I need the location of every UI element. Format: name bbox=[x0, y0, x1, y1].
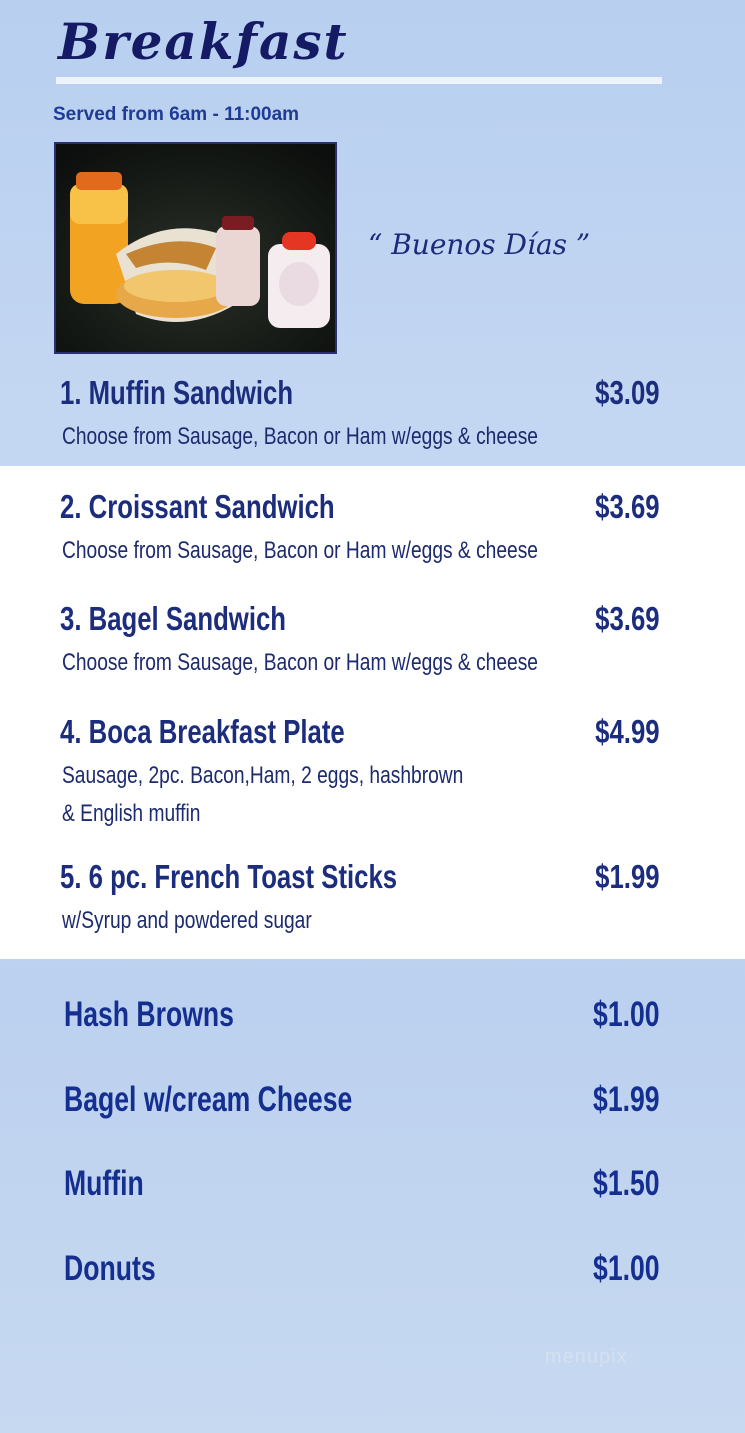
item-name: 4. Boca Breakfast Plate bbox=[60, 713, 345, 750]
menu-item bbox=[60, 858, 660, 948]
item-description-line: & English muffin bbox=[62, 800, 201, 827]
menu-item bbox=[60, 713, 660, 833]
side-item-price: $1.00 bbox=[593, 995, 660, 1034]
item-description bbox=[62, 757, 463, 833]
item-description-line: w/Syrup and powdered sugar bbox=[62, 907, 312, 934]
side-item bbox=[64, 1164, 660, 1214]
item-description bbox=[62, 644, 538, 682]
item-price: $3.09 bbox=[595, 374, 660, 411]
side-item-price: $1.99 bbox=[593, 1080, 660, 1119]
item-price: $1.99 bbox=[595, 858, 660, 895]
item-price: $3.69 bbox=[595, 600, 660, 637]
item-description-line: Choose from Sausage, Bacon or Ham w/eggs & cheese bbox=[62, 537, 538, 564]
serving-hours: Served from 6am - 11:00am bbox=[53, 104, 300, 125]
side-item bbox=[64, 1249, 660, 1299]
side-item bbox=[64, 1080, 660, 1130]
item-price: $3.69 bbox=[595, 488, 660, 525]
item-description-line: Sausage, 2pc. Bacon,Ham, 2 eggs, hashbrown bbox=[62, 762, 464, 789]
side-item-name: Bagel w/cream Cheese bbox=[64, 1080, 353, 1119]
menu-title: Breakfast bbox=[58, 12, 349, 71]
side-item-name: Donuts bbox=[64, 1249, 156, 1288]
side-item-name: Hash Browns bbox=[64, 995, 234, 1034]
menu-item bbox=[60, 600, 660, 690]
item-description-line: Choose from Sausage, Bacon or Ham w/eggs & cheese bbox=[62, 423, 538, 450]
side-item-price: $1.50 bbox=[593, 1164, 660, 1203]
item-description bbox=[62, 902, 312, 940]
item-name: 3. Bagel Sandwich bbox=[60, 600, 287, 637]
item-description bbox=[62, 532, 538, 570]
item-description bbox=[62, 418, 538, 456]
side-item-price: $1.00 bbox=[593, 1249, 660, 1288]
item-price: $4.99 bbox=[595, 713, 660, 750]
item-name: 5. 6 pc. French Toast Sticks bbox=[60, 858, 398, 895]
greeting-text: “ Buenos Días ” bbox=[368, 228, 591, 261]
item-description-line: Choose from Sausage, Bacon or Ham w/eggs & cheese bbox=[62, 649, 538, 676]
menu-item bbox=[60, 488, 660, 578]
breakfast-photo bbox=[54, 142, 337, 354]
watermark: menupix bbox=[545, 1346, 628, 1368]
side-item bbox=[64, 995, 660, 1045]
item-name: 2. Croissant Sandwich bbox=[60, 488, 335, 525]
item-name: 1. Muffin Sandwich bbox=[60, 374, 294, 411]
side-item-name: Muffin bbox=[64, 1164, 144, 1203]
menu-item bbox=[60, 374, 660, 464]
title-underline bbox=[56, 77, 662, 84]
